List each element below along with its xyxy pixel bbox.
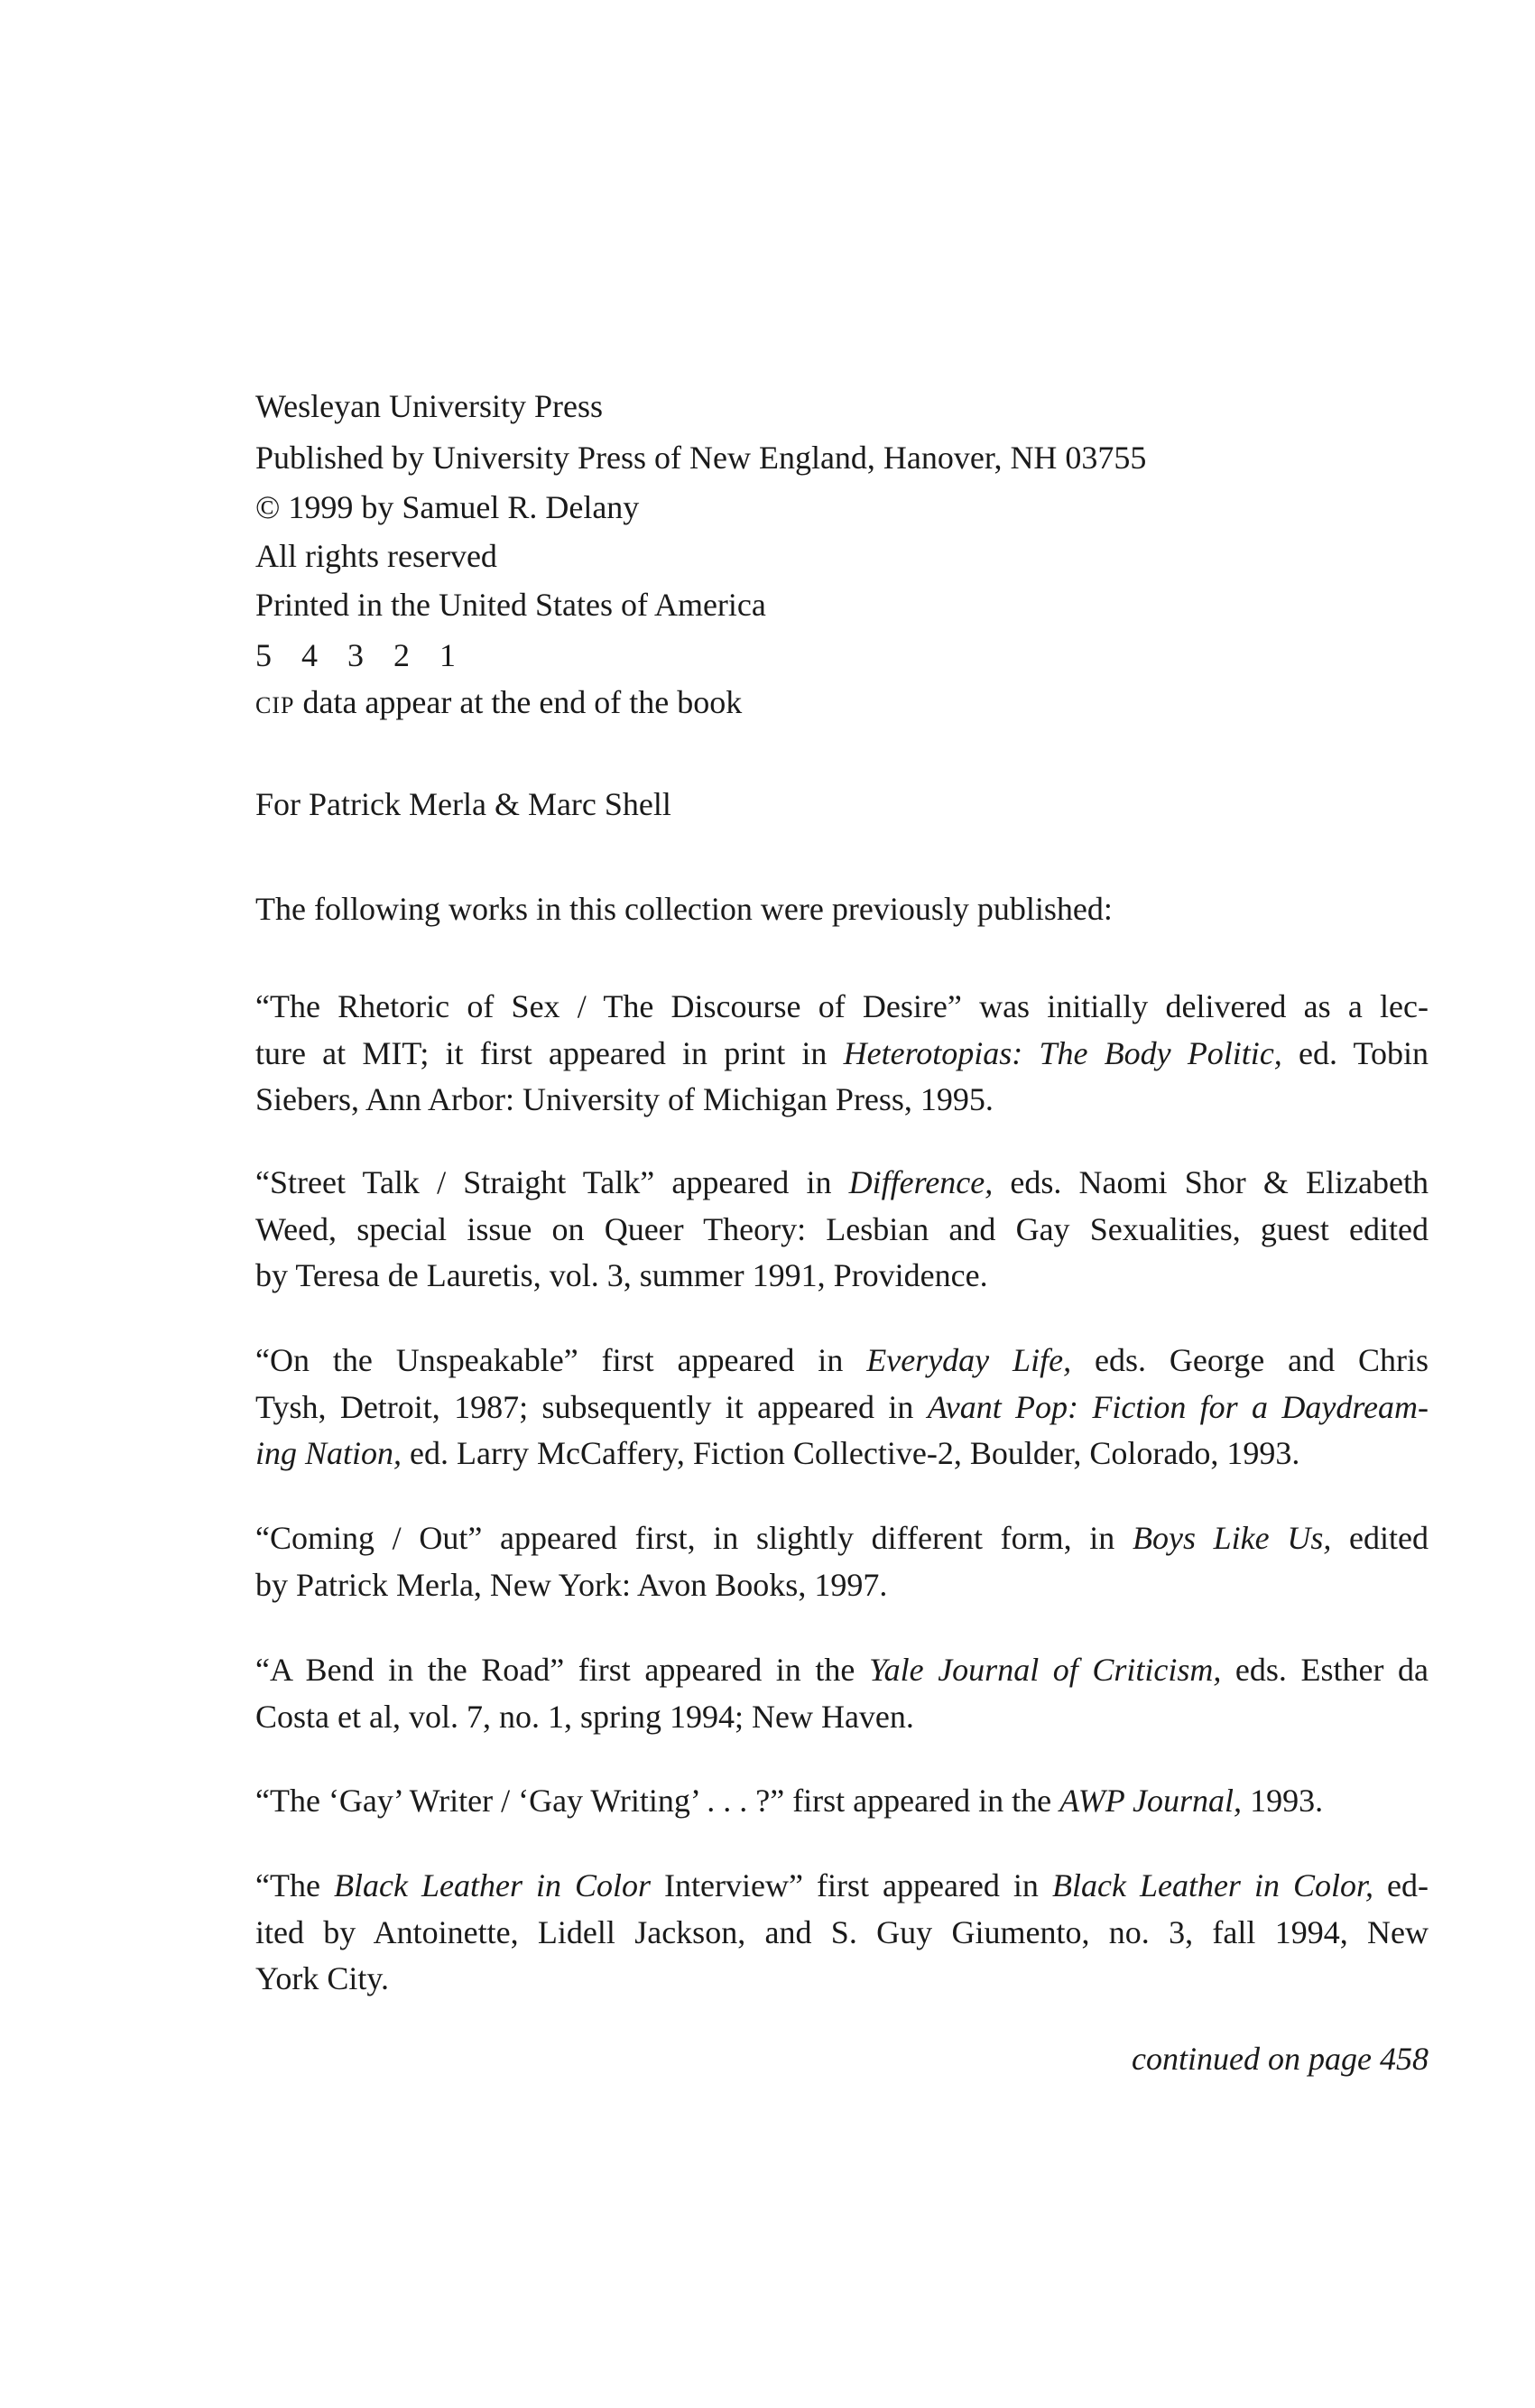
- italic-title: Avant Pop: Fiction for a Daydream-: [927, 1388, 1429, 1425]
- printing-number-line: 5 4 3 2 1: [255, 637, 467, 673]
- dedication: For Patrick Merla & Marc Shell: [255, 786, 671, 822]
- italic-title: Heterotopias: The Body Politic,: [843, 1034, 1282, 1071]
- credit-line: “The Black Leather in Color Interview” first appeared in Black Leather in Color, ed-: [255, 1867, 1429, 1903]
- copyright-line: © 1999 by Samuel R. Delany: [255, 489, 640, 525]
- cip-abbreviation: CIP: [255, 692, 295, 718]
- credit-line: by Teresa de Lauretis, vol. 3, summer 1991, Providence.: [255, 1257, 988, 1293]
- continued-note: continued on page 458: [1132, 2041, 1429, 2077]
- credit-line: Tysh, Detroit, 1987; subsequently it appeared in Avant Pop: Fiction for a Daydream-: [255, 1388, 1429, 1425]
- credit-entry: [255, 1778, 1429, 1825]
- credit-entry: [255, 1863, 1429, 2003]
- italic-title: Difference,: [848, 1164, 994, 1200]
- italic-title: Black Leather in Color,: [1051, 1867, 1374, 1903]
- credit-line: York City.: [255, 1960, 390, 1996]
- italic-title: ing Nation,: [255, 1435, 402, 1471]
- credit-line: ited by Antoinette, Lidell Jackson, and S. Guy Giumento, no. 3, fall 1994, New: [255, 1913, 1429, 1950]
- publisher-line: Published by University Press of New England, Hanover, NH 03755: [255, 440, 1147, 476]
- credit-entry: [255, 1160, 1429, 1300]
- credit-line: “The Rhetoric of Sex / The Discourse of Desire” was initially delivered as a lec-: [255, 988, 1429, 1024]
- italic-title: Everyday Life,: [866, 1342, 1072, 1378]
- credit-line: “Street Talk / Straight Talk” appeared in Difference, eds. Naomi Shor & Elizabeth: [255, 1164, 1429, 1200]
- credit-line: Siebers, Ann Arbor: University of Michigan Press, 1995.: [255, 1081, 994, 1117]
- credit-line: “On the Unspeakable” first appeared in Everyday Life, eds. George and Chris: [255, 1342, 1429, 1378]
- press-name: Wesleyan University Press: [255, 388, 604, 424]
- credit-line: by Patrick Merla, New York: Avon Books, 1997.: [255, 1566, 888, 1603]
- credit-line: ing Nation, ed. Larry McCaffery, Fiction Collective-2, Boulder, Colorado, 1993.: [255, 1435, 1300, 1471]
- italic-title: Black Leather in Color: [333, 1867, 652, 1903]
- italic-title: Boys Like Us,: [1133, 1520, 1332, 1556]
- credits-intro: The following works in this collection were previously published:: [255, 891, 1113, 927]
- credit-entry: [255, 984, 1429, 1124]
- credit-line: “A Bend in the Road” first appeared in the Yale Journal of Criticism, eds. Esther da: [255, 1652, 1429, 1688]
- cip-line: [255, 686, 742, 718]
- italic-title: Yale Journal of Criticism,: [868, 1652, 1222, 1688]
- credit-line: “The ‘Gay’ Writer / ‘Gay Writing’ . . . ?” first appeared in the AWP Journal, 1993.: [255, 1783, 1324, 1819]
- credit-line: Weed, special issue on Queer Theory: Lesbian and Gay Sexualities, guest edited: [255, 1210, 1429, 1247]
- rights-line: All rights reserved: [255, 538, 497, 574]
- credit-line: “Coming / Out” appeared first, in slightly different form, in Boys Like Us, edited: [255, 1520, 1429, 1556]
- credit-entry: [255, 1515, 1429, 1608]
- printed-line: Printed in the United States of America: [255, 587, 766, 623]
- italic-title: AWP Journal,: [1059, 1783, 1243, 1819]
- credit-line: ture at MIT; it first appeared in print in Heterotopias: The Body Politic, ed. Tobin: [255, 1034, 1429, 1071]
- credit-line: Costa et al, vol. 7, no. 1, spring 1994; New Haven.: [255, 1698, 914, 1735]
- credit-entry: [255, 1647, 1429, 1740]
- credit-entry: [255, 1338, 1429, 1477]
- cip-text: data appear at the end of the book: [294, 684, 743, 720]
